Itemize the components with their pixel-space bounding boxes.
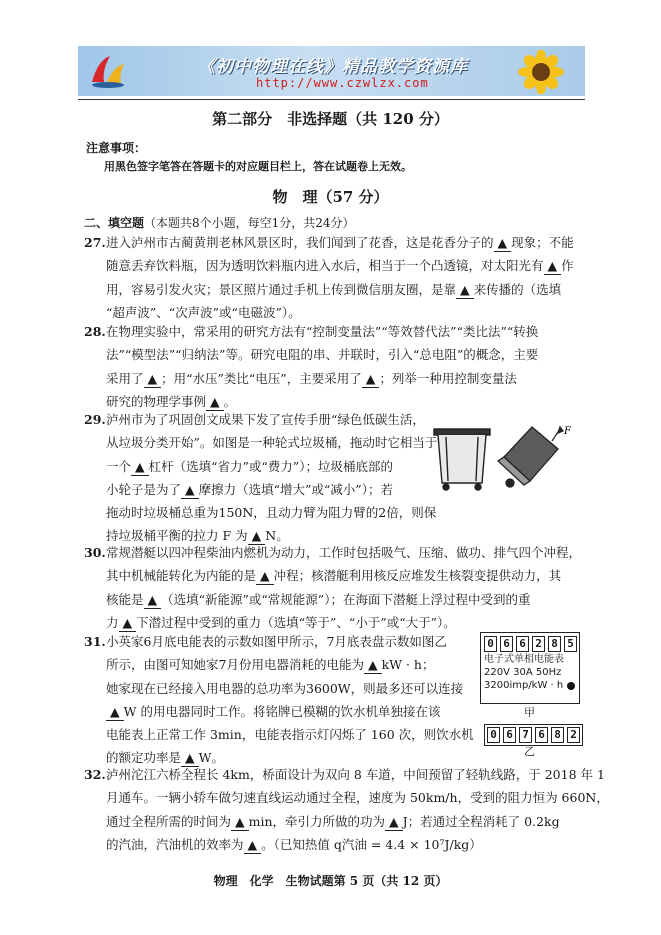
answer-blank[interactable]: ▲ bbox=[206, 394, 224, 411]
answer-blank[interactable]: ▲ bbox=[256, 568, 274, 585]
question-number: 28. bbox=[84, 324, 106, 339]
question-line bbox=[84, 700, 476, 723]
question-28 bbox=[84, 320, 574, 413]
question-line bbox=[84, 677, 476, 700]
meter-jia-label: 甲 bbox=[524, 706, 535, 719]
meter-name: 电子式单相电能表 bbox=[484, 654, 564, 665]
question-text: min，牵引力所做的功为 bbox=[248, 813, 386, 829]
question-line bbox=[84, 763, 605, 786]
answer-blank[interactable]: ▲ bbox=[456, 282, 474, 299]
question-text: 。 bbox=[223, 393, 237, 409]
question-31 bbox=[84, 630, 476, 770]
meter-digit: 7 bbox=[519, 727, 532, 743]
section-heading bbox=[84, 214, 355, 231]
question-text: 小英家6月底电能表的示数如图甲所示，7月底表盘示数如图乙 bbox=[106, 634, 447, 649]
question-line bbox=[84, 320, 574, 343]
question-text: 的额定功率是 bbox=[106, 750, 182, 766]
question-text: 用，容易引发火灾；景区照片通过手机上传到微信朋友圈，是靠 bbox=[106, 281, 457, 297]
answer-blank[interactable]: ▲ bbox=[131, 459, 149, 476]
answer-blank[interactable]: ▲ bbox=[362, 371, 380, 388]
meter-spec: 220V 30A 50Hz bbox=[484, 667, 562, 678]
question-number: 27. bbox=[84, 235, 106, 250]
question-text: W 的用电器同时工作。将铭牌已模糊的饮水机单独接在该 bbox=[123, 703, 441, 719]
header-banner bbox=[78, 46, 585, 96]
question-text: 力 bbox=[106, 614, 119, 630]
question-line bbox=[84, 588, 574, 611]
question-text: 采用了 bbox=[106, 370, 144, 386]
question-number: 30. bbox=[84, 545, 106, 560]
question-text: 其中机械能转化为内能的是 bbox=[106, 568, 257, 584]
logo-icon bbox=[88, 52, 128, 90]
question-line bbox=[84, 278, 574, 301]
question-text: 通过全程所需的时间为 bbox=[106, 813, 232, 829]
question-number: 32. bbox=[84, 767, 106, 782]
indicator-light-icon bbox=[567, 682, 575, 690]
question-text: 泸州沱江六桥全程长 4km，桥面设计为双向 8 车道，中间预留了轻轨线路，于 2018 年 1 bbox=[106, 767, 605, 782]
question-number: 29. bbox=[84, 412, 106, 427]
section-desc: （本题共8个小题，每空1分，共24分） bbox=[144, 216, 355, 230]
question-text: 一个 bbox=[106, 458, 132, 474]
notice-heading: 注意事项： bbox=[86, 141, 147, 155]
question-text: 杠杆（选填“省力”或“费力”）；垃圾桶底部的 bbox=[148, 458, 393, 474]
answer-blank[interactable]: ▲ bbox=[364, 657, 382, 674]
question-line bbox=[84, 723, 476, 746]
banner-title: 《初中物理在线》精品教学资源库 bbox=[198, 57, 468, 77]
question-line bbox=[84, 630, 476, 653]
question-number: 31. bbox=[84, 634, 106, 649]
question-text: 随意丢弃饮料瓶，因为透明饮料瓶内进入水后，相当于一个凸透镜，对太阳光有 bbox=[106, 258, 544, 274]
question-line bbox=[84, 653, 476, 676]
question-29 bbox=[84, 408, 438, 548]
question-text: 摩擦力（选填“增大”或“减小”）；若 bbox=[198, 481, 393, 497]
question-text: kW · h； bbox=[381, 657, 435, 673]
answer-blank[interactable]: ▲ bbox=[248, 528, 266, 545]
question-line bbox=[84, 501, 437, 524]
question-text: W。 bbox=[198, 750, 224, 766]
answer-blank[interactable]: ▲ bbox=[244, 837, 262, 854]
question-text: J；若通过全程消耗了 0.2kg bbox=[402, 813, 560, 829]
meter-digit: 6 bbox=[535, 727, 548, 743]
question-text: 来传播的（选填 bbox=[473, 281, 562, 297]
meter-digit: 6 bbox=[516, 636, 529, 652]
answer-blank[interactable]: ▲ bbox=[494, 235, 512, 252]
question-text: 现象；不能 bbox=[511, 235, 574, 250]
section-title: 二、填空题 bbox=[84, 216, 145, 230]
question-text: N。 bbox=[265, 528, 289, 544]
question-text: 拖动时垃圾桶总重为150N，且动力臂为阻力臂的2倍，则保 bbox=[106, 505, 437, 521]
question-line bbox=[84, 833, 574, 856]
question-text: 月通车。一辆小轿车做匀速直线运动通过全程，速度为 50km/h，受到的阻力恒为 660N， bbox=[106, 790, 609, 806]
meter-digit: 6 bbox=[503, 727, 516, 743]
meter-digit: 8 bbox=[548, 636, 561, 652]
meter-digit: 5 bbox=[564, 636, 577, 652]
answer-blank[interactable]: ▲ bbox=[119, 615, 137, 632]
question-text: 持垃圾桶平衡的拉力 F 为 bbox=[106, 528, 248, 544]
meter-digit: 2 bbox=[532, 636, 545, 652]
question-text: 电能表上正常工作 3min，电能表指示灯闪烁了 160 次，则饮水机 bbox=[106, 727, 474, 743]
question-text: 从垃圾分类开始”。如图是一种轮式垃圾桶，拖动时它相当于 bbox=[106, 435, 438, 451]
force-label: F bbox=[564, 426, 571, 437]
question-text: 作 bbox=[561, 258, 574, 274]
question-line bbox=[84, 541, 582, 564]
question-line bbox=[84, 408, 429, 431]
question-text: 。（已知热值 q汽油 = 4.4 × 10⁷J/kg） bbox=[261, 836, 482, 852]
question-text: 所示，由图可知她家7月份用电器消耗的电能为 bbox=[106, 657, 364, 673]
meter-rate: 3200imp/kW · h bbox=[484, 680, 564, 691]
meter-digit: 0 bbox=[487, 727, 500, 743]
answer-blank[interactable]: ▲ bbox=[181, 750, 199, 767]
question-27 bbox=[84, 231, 574, 324]
answer-blank[interactable]: ▲ bbox=[385, 814, 403, 831]
question-text: 她家现在已经接入用电器的总功率为3600W，则最多还可以连接 bbox=[106, 680, 464, 696]
part-title: 第二部分 非选择题（共 120 分） bbox=[212, 110, 449, 128]
question-text: “超声波”、“次声波”或“电磁波”）。 bbox=[106, 304, 301, 320]
banner-url[interactable]: http://www.czwlzx.com bbox=[256, 76, 429, 90]
meter-yi-label: 乙 bbox=[524, 745, 535, 758]
subject-title: 物 理（57 分） bbox=[272, 188, 389, 206]
question-line bbox=[84, 786, 609, 809]
header-rule bbox=[78, 99, 585, 100]
question-line bbox=[84, 478, 429, 501]
question-line bbox=[84, 343, 574, 366]
question-text: 法”“模型法”“归纳法”等。研究电阻的串、并联时，引入“总电阻”的概念，主要 bbox=[106, 347, 539, 363]
question-text: 核能是 bbox=[106, 591, 144, 607]
answer-blank[interactable]: ▲ bbox=[231, 814, 249, 831]
question-line bbox=[84, 367, 574, 390]
question-30 bbox=[84, 541, 582, 634]
question-text: 在物理实验中，常采用的研究方法有“控制变量法”“等效替代法”“类比法”“转换 bbox=[106, 324, 539, 339]
question-text: 冲程；核潜艇利用核反应堆发生核裂变提供动力，其 bbox=[273, 568, 562, 584]
question-text: 小轮子是为了 bbox=[106, 481, 182, 497]
notice-text: 用黑色签字笔答在答题卡的对应题目栏上，答在试题卷上无效。 bbox=[104, 160, 412, 173]
question-text: 研究的物理学事例 bbox=[106, 393, 207, 409]
question-line bbox=[84, 455, 429, 478]
sunflower-icon bbox=[511, 50, 571, 94]
question-line bbox=[84, 810, 574, 833]
question-text: 泸州市为了巩固创文成果下发了宣传手册“绿色低碳生活， bbox=[106, 412, 425, 427]
trash-bin-front-view bbox=[434, 429, 490, 490]
question-text: 常规潜艇以四冲程柴油内燃机为动力，工作时包括吸气、压缩、做功、排气四个冲程， bbox=[106, 545, 582, 560]
answer-blank[interactable]: ▲ bbox=[144, 592, 162, 609]
question-text: 的汽油，汽油机的效率为 bbox=[106, 836, 244, 852]
question-line bbox=[84, 431, 438, 454]
question-text: （选填“新能源”或“常规能源”）；在海面下潜艇上浮过程中受到的重 bbox=[161, 591, 531, 607]
answer-blank[interactable]: ▲ bbox=[181, 482, 199, 499]
answer-blank[interactable]: ▲ bbox=[144, 371, 162, 388]
meter-digit: 6 bbox=[500, 636, 513, 652]
question-line bbox=[84, 231, 574, 254]
meter-jia bbox=[480, 632, 580, 704]
question-line bbox=[84, 564, 574, 587]
question-text: 进入泸州市古蔺黄荆老林风景区时，我们闻到了花香，这是花香分子的 bbox=[106, 235, 494, 250]
trash-bin-figure bbox=[432, 423, 572, 493]
question-text: ；用“水压”类比“电压”，主要采用了 bbox=[161, 370, 362, 386]
question-text: ；列举一种用控制变量法 bbox=[379, 370, 517, 386]
trash-bin-tilted-view bbox=[498, 427, 563, 487]
answer-blank[interactable]: ▲ bbox=[544, 258, 562, 275]
answer-blank[interactable]: ▲ bbox=[106, 704, 124, 721]
page-footer: 物理 化学 生物试题第 5 页（共 12 页） bbox=[213, 874, 448, 888]
meter-digit: 8 bbox=[551, 727, 564, 743]
question-text: 下潜过程中受到的重力（选填“等于”、“小于”或“大于”）。 bbox=[136, 614, 456, 630]
question-line bbox=[84, 254, 574, 277]
meter-digit: 0 bbox=[484, 636, 497, 652]
question-32 bbox=[84, 763, 609, 856]
meter-digit: 2 bbox=[567, 727, 580, 743]
